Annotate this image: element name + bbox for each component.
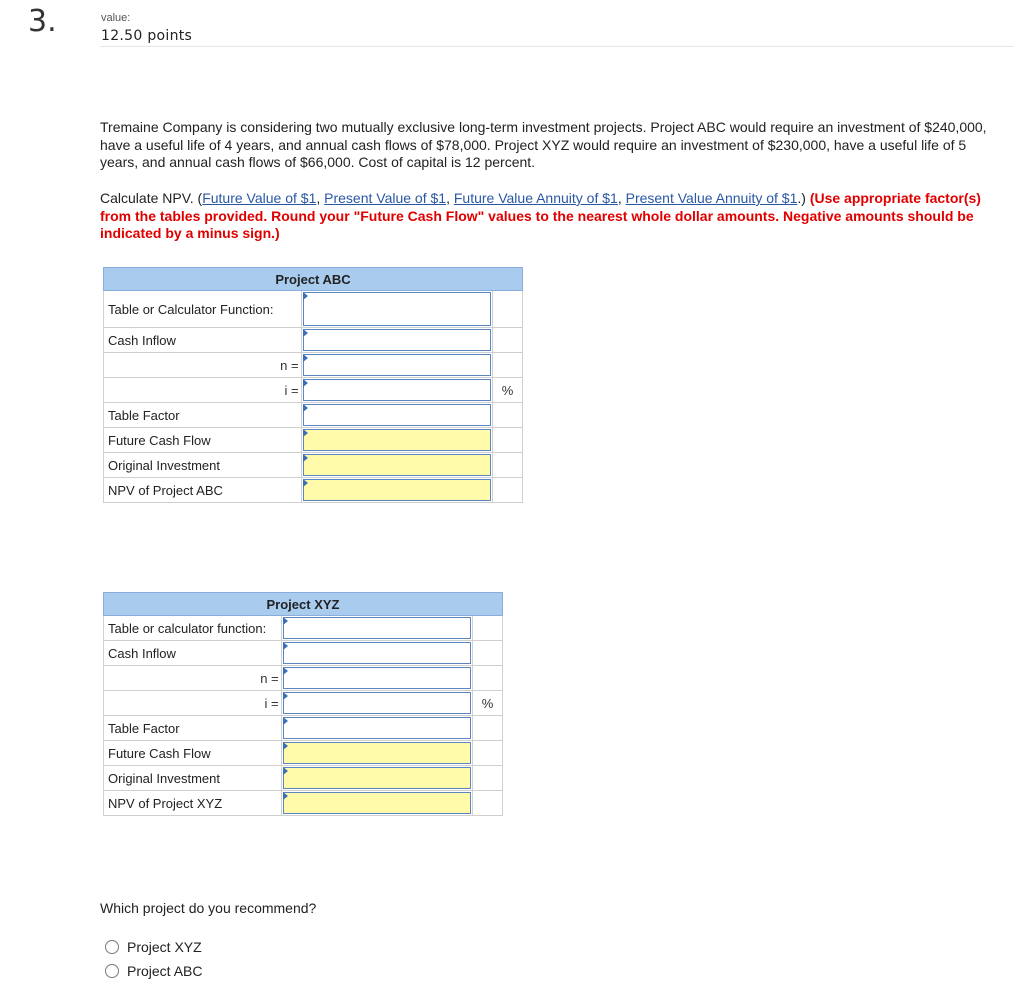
- abc-percent-sign: %: [493, 378, 523, 403]
- abc-cash-inflow-input[interactable]: [303, 329, 491, 351]
- xyz-npv-label: NPV of Project XYZ: [104, 791, 282, 816]
- instructions-prefix: Calculate NPV. (: [100, 190, 203, 206]
- abc-table-factor-input[interactable]: [303, 404, 491, 426]
- xyz-i-input[interactable]: [283, 692, 471, 714]
- radio-project-abc[interactable]: [105, 964, 119, 978]
- abc-i-input[interactable]: [303, 379, 491, 401]
- xyz-percent-sign: %: [473, 691, 503, 716]
- project-xyz-table: [103, 592, 503, 816]
- link-separator: ,: [316, 190, 325, 206]
- problem-text: Tremaine Company is considering two mutually exclusive long-term investment projects. Project ABC would require an investment of $240,000, have a useful life of 4 years, and annual cash flows of $78,000. Project XYZ would require an investment of $230,000, have a useful life of 5 years, and annual cash flows of $66,000. Cost of capital is 12 percent.: [100, 119, 987, 170]
- abc-function-input[interactable]: [303, 292, 491, 326]
- recommend-question: Which project do you recommend?: [100, 900, 317, 916]
- abc-original-investment-label: Original Investment: [104, 453, 302, 478]
- project-abc-table: [103, 267, 523, 503]
- abc-n-input[interactable]: [303, 354, 491, 376]
- abc-function-label: Table or Calculator Function:: [104, 291, 302, 328]
- abc-i-label: i =: [104, 378, 302, 403]
- option-project-xyz[interactable]: [105, 939, 202, 955]
- link-future-value-annuity[interactable]: Future Value Annuity of $1: [453, 190, 618, 206]
- abc-table-factor-label: Table Factor: [104, 403, 302, 428]
- link-separator: ,: [446, 190, 454, 206]
- project-xyz-title: Project XYZ: [104, 593, 503, 616]
- instructions-suffix: .): [797, 190, 810, 206]
- link-separator: ,: [617, 190, 626, 206]
- option-project-abc-label: Project ABC: [127, 963, 203, 979]
- xyz-function-input[interactable]: [283, 617, 471, 639]
- question-number: 3.: [28, 4, 57, 39]
- xyz-n-label: n =: [104, 666, 282, 691]
- xyz-table-factor-input[interactable]: [283, 717, 471, 739]
- link-future-value[interactable]: Future Value of $1: [202, 190, 317, 206]
- xyz-n-input[interactable]: [283, 667, 471, 689]
- abc-npv-label: NPV of Project ABC: [104, 478, 302, 503]
- xyz-i-label: i =: [104, 691, 282, 716]
- option-project-abc[interactable]: [105, 963, 202, 979]
- xyz-npv-input[interactable]: [283, 792, 471, 814]
- radio-project-xyz[interactable]: [105, 940, 119, 954]
- option-project-xyz-label: Project XYZ: [127, 939, 202, 955]
- xyz-future-cash-flow-label: Future Cash Flow: [104, 741, 282, 766]
- instructions: [100, 190, 1015, 243]
- points-value: 12.50 points: [101, 28, 193, 44]
- abc-original-investment-input[interactable]: [303, 454, 491, 476]
- xyz-original-investment-label: Original Investment: [104, 766, 282, 791]
- header-divider: [100, 46, 1014, 47]
- xyz-function-label: Table or calculator function:: [104, 616, 282, 641]
- link-present-value-annuity[interactable]: Present Value Annuity of $1: [625, 190, 798, 206]
- value-label: value:: [101, 12, 131, 24]
- abc-n-label: n =: [104, 353, 302, 378]
- xyz-cash-inflow-label: Cash Inflow: [104, 641, 282, 666]
- xyz-original-investment-input[interactable]: [283, 767, 471, 789]
- xyz-future-cash-flow-input[interactable]: [283, 742, 471, 764]
- abc-future-cash-flow-input[interactable]: [303, 429, 491, 451]
- abc-future-cash-flow-label: Future Cash Flow: [104, 428, 302, 453]
- project-abc-title: Project ABC: [104, 268, 523, 291]
- link-present-value[interactable]: Present Value of $1: [324, 190, 447, 206]
- abc-npv-input[interactable]: [303, 479, 491, 501]
- abc-cash-inflow-label: Cash Inflow: [104, 328, 302, 353]
- instructions-emphasis: (Use appropriate factor(s) from the tables provided. Round your "Future Cash Flow" values to the nearest whole dollar amounts. Negative amounts should be indicated by a minus sign.): [100, 190, 981, 241]
- xyz-table-factor-label: Table Factor: [104, 716, 282, 741]
- xyz-cash-inflow-input[interactable]: [283, 642, 471, 664]
